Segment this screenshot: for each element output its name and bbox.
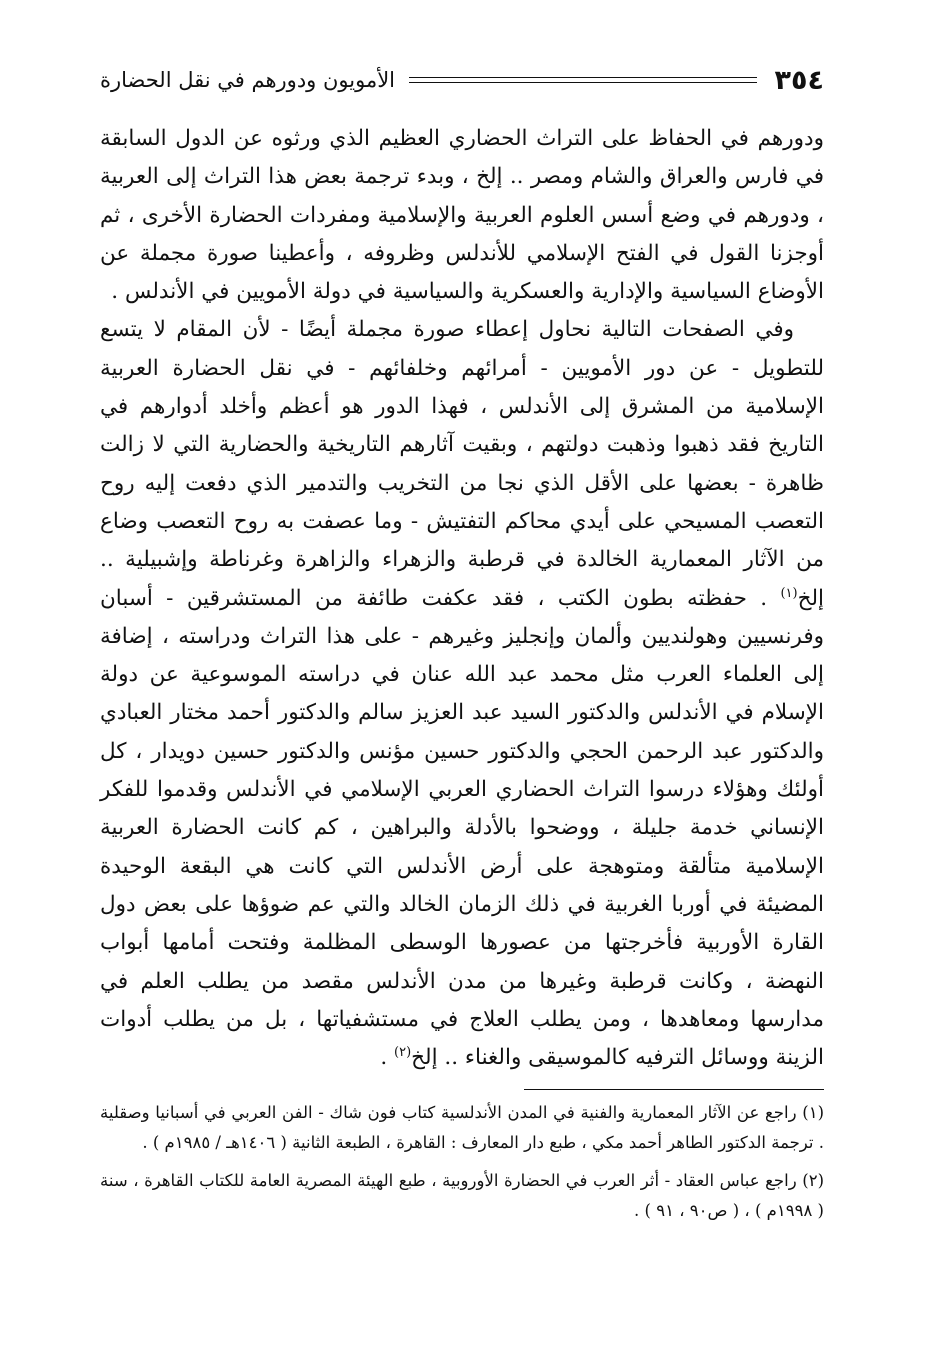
paragraph-2-end: .: [380, 1045, 395, 1071]
paragraph-1: ودورهم في الحفاظ على التراث الحضاري العظيم الذي ورثوه عن الدول السابقة في فارس والعراق والشام ومصر .. إلخ ، وبدء ترجمة بعض هذا التراث إلى العربية ، ودورهم في وضع أسس العلوم العربية والإسلامية ومفردات الحضارة الأخرى ، ثم أوجزنا القول في الفتح الإسلامي للأندلس وظروفه ، وأعطينا صورة مجملة عن الأوضاع السياسية والإدارية والعسكرية والسياسية في دولة الأمويين في الأندلس .: [100, 126, 824, 305]
book-page: [100, 58, 824, 1318]
paragraph-2-part-1: وفي الصفحات التالية نحاول إعطاء صورة مجملة أيضًا - لأن المقام لا يتسع للتطويل - عن دور الأمويين - أمرائهم وخلفائهم - في نقل الحضارة العربية الإسلامية من المشرق إلى الأندلس ، فهذا الدور هو أعظم وأخلد أدوارهم في التاريخ فقد ذهبوا وذهبت دولتهم ، وبقيت آثارهم التاريخية والحضارية التي لا زالت ظاهرة - بعضها على الأقل الذي نجا من التخريب والتدمير الذي دفعت إليه روح التعصب المسيحي على أيدي محاكم التفتيش - وما عصفت به روح التعصب وضاع من الآثار المعمارية الخالدة في قرطبة والزهراء والزاهرة وغرناطة وإشبيلية .. إلخ: [100, 317, 824, 611]
footnotes: [100, 1098, 824, 1226]
body-text: [100, 120, 824, 1077]
footnote-reference-2: (٢): [394, 1044, 412, 1060]
paragraph-2: [100, 311, 824, 1077]
running-title: الأمويون ودورهم في نقل الحضارة: [100, 68, 396, 92]
footnote-separator: [524, 1089, 824, 1090]
footnote-2: (٢) راجع عباس العقاد - أثر العرب في الحضارة الأوروبية ، طبع الهيئة المصرية العامة للكتاب القاهرة ، سنة ( ١٩٩٨م ) ، ( ص٩٠ ، ٩١ ) .: [100, 1171, 824, 1221]
page-number: ٣٥٤: [774, 64, 824, 96]
page-header: [100, 58, 824, 102]
paragraph-2-part-2: . حفظته بطون الكتب ، فقد عكفت طائفة من المستشرقين - أسبان وفرنسيين وهولنديين وألمان وإنجليز وغيرهم - على هذا التراث ودراسته ، إضافة إلى العلماء العرب مثل محمد عبد الله عنان في دراسته الموسوعية عن دولة الإسلام في الأندلس والدكتور السيد عبد العزيز سالم والدكتور أحمد مختار العبادي والدكتور عبد الرحمن الحجي والدكتور حسين مؤنس والدكتور حسين دويدار ، كل أولئك وهؤلاء درسوا التراث الحضاري العربي الإسلامي في الأندلس وقدموا للفكر الإنساني خدمة جليلة ، ووضحوا بالأدلة والبراهين ، كم كانت الحضارة العربية الإسلامية متألقة ومتوهجة على أرض الأندلس التي كانت هي البقعة الوحيدة المضيئة في أوربا الغربية في ذلك الزمان الخالد والتي عم ضوؤها على بعض دول القارة الأوربية فأخرجتها من عصورها الوسطى المظلمة وفتحت أمامها أبواب النهضة ، وكانت قرطبة وغيرها من مدن الأندلس مقصد من يطلب العلم في مدارسها ومعاهدها ، ومن يطلب العلاج في مستشفياتها ، بل من يطلب أدوات الزينة ووسائل الترفيه كالموسيقى والغناء .. إلخ: [100, 585, 824, 1071]
footnote-1: (١) راجع عن الآثار المعمارية والفنية في المدن الأندلسية كتاب فون شاك - الفن العربي في أسبانيا وصقلية . ترجمة الدكتور الطاهر أحمد مكي ، طبع دار المعارف : القاهرة ، الطبعة الثانية ( ١٤٠٦هـ / ١٩٨٥م ) .: [100, 1103, 824, 1153]
header-double-rule: [409, 77, 757, 83]
footnote-reference-1: (١): [780, 585, 798, 601]
